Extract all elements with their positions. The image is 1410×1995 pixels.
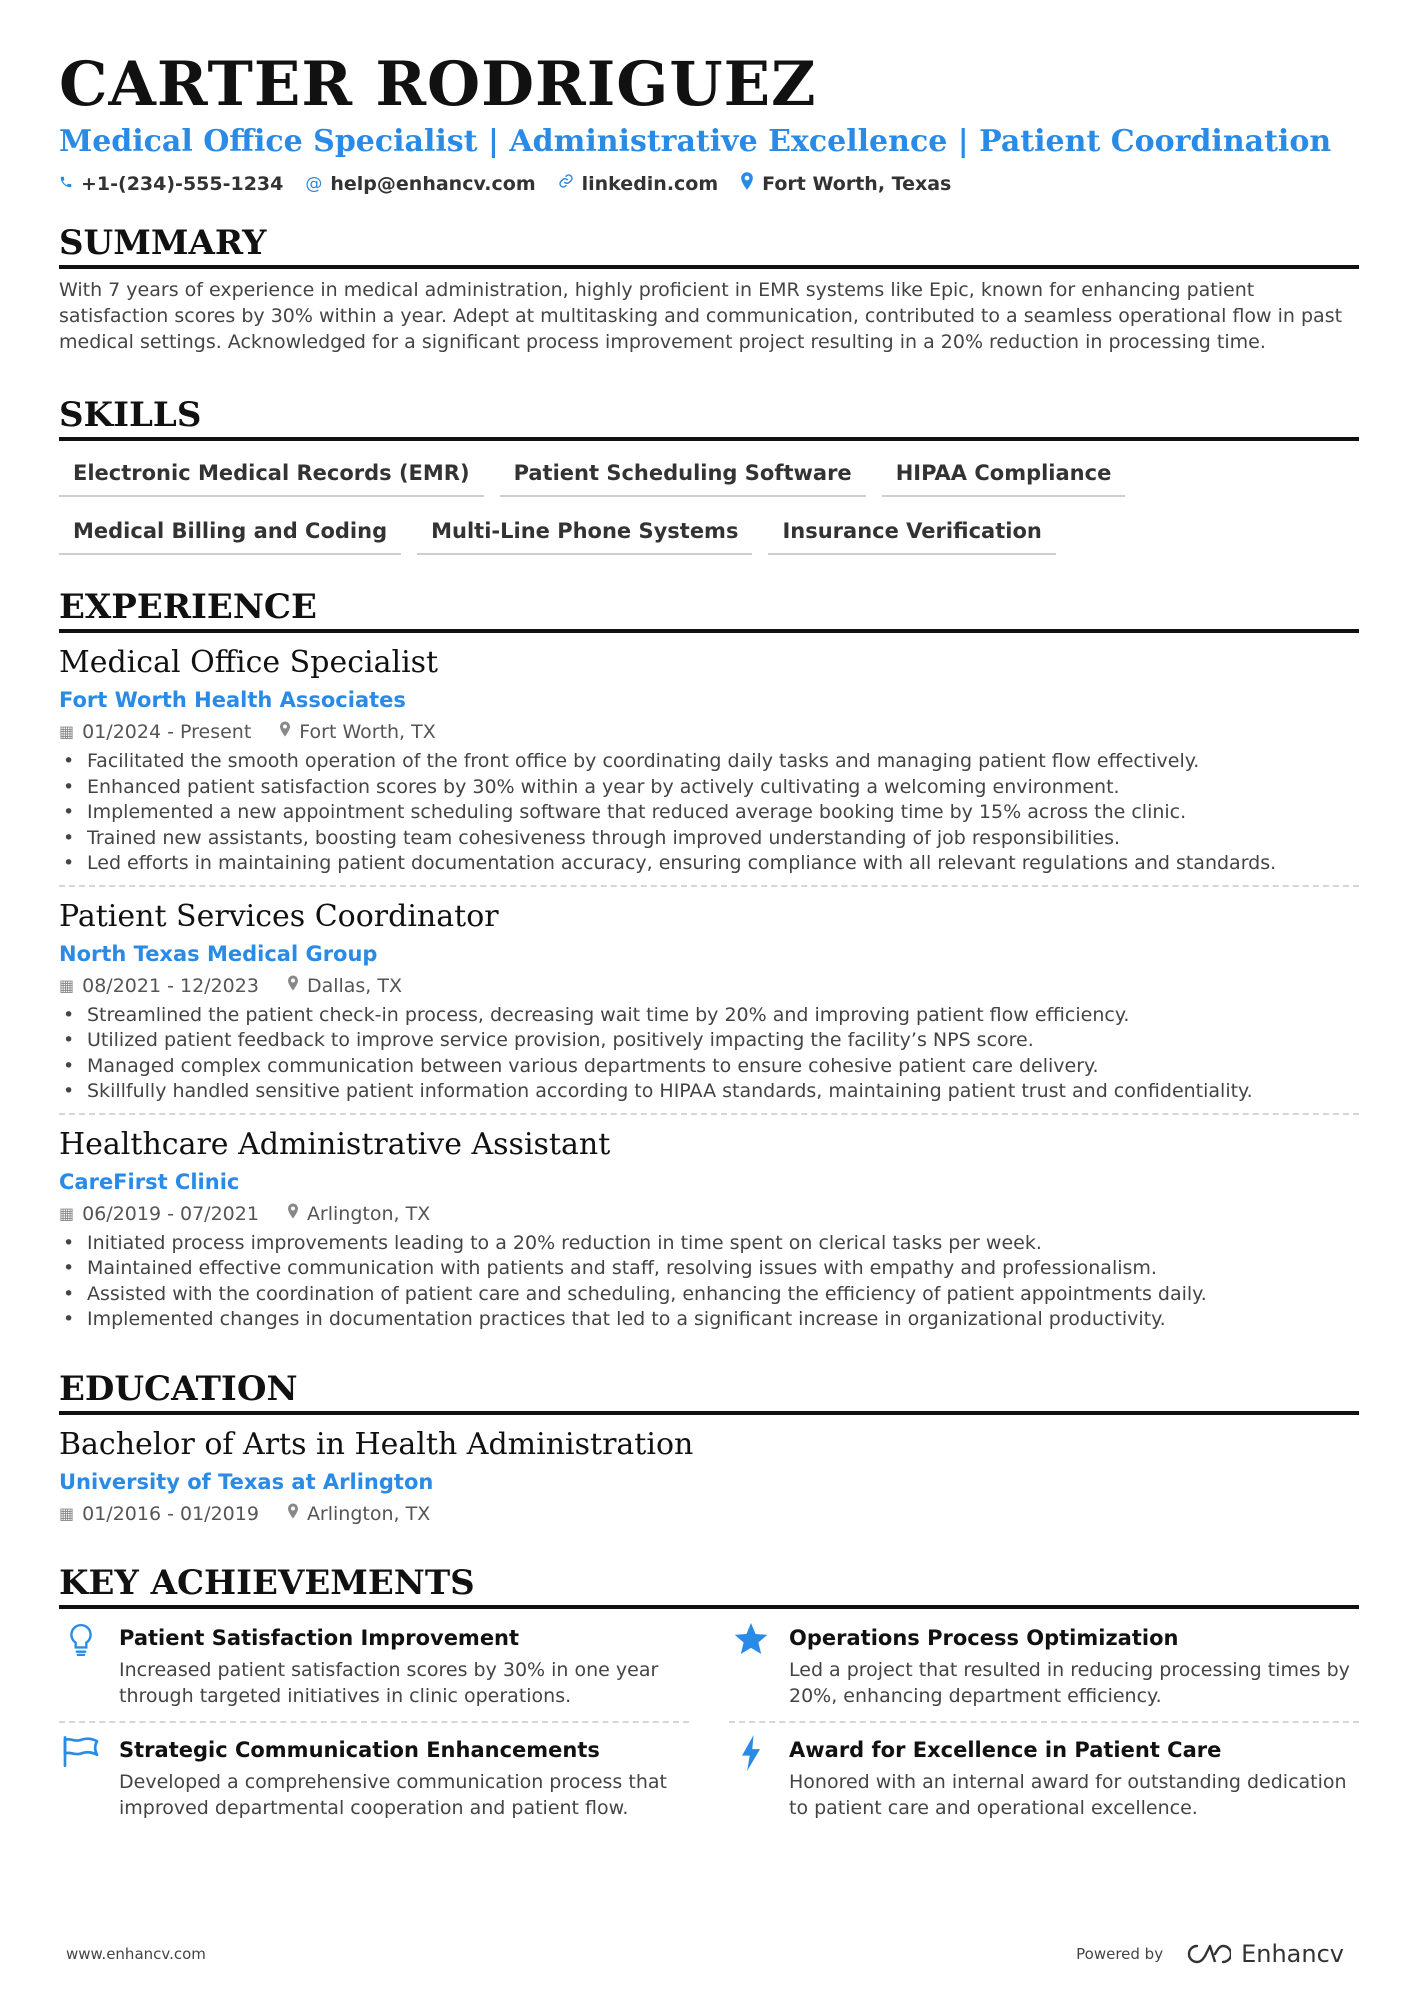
bullet-item: • Utilized patient feedback to improve service provision, positively impacting the facility’s NPS score. — [59, 1028, 1359, 1054]
star-icon — [729, 1623, 773, 1709]
enhancv-logo-icon — [1185, 1943, 1231, 1965]
achievements-section-title: KEY ACHIEVEMENTS — [59, 1561, 1359, 1609]
job-location-text: Fort Worth, TX — [299, 721, 436, 743]
lightning-icon — [729, 1735, 773, 1821]
bullet-item: • Assisted with the coordination of patient care and scheduling, enhancing the efficiency of patient appointments daily. — [59, 1282, 1359, 1308]
achievements-grid — [59, 1623, 1359, 1833]
job-location — [287, 973, 402, 999]
bullet-item: • Streamlined the patient check-in process, decreasing wait time by 20% and improving patient flow efficiency. — [59, 1003, 1359, 1029]
job-location — [279, 719, 435, 745]
skill-tag: HIPAA Compliance — [882, 453, 1126, 497]
bullet-item: • Skillfully handled sensitive patient information according to HIPAA standards, maintaining patient trust and confidentiality. — [59, 1079, 1359, 1105]
job-entry — [59, 897, 1359, 1115]
bullet-item: • Implemented changes in documentation practices that led to a significant increase in organizational productivity. — [59, 1307, 1359, 1333]
enhancv-logo-text: Enhancv — [1241, 1940, 1344, 1968]
achievement-title: Patient Satisfaction Improvement — [119, 1625, 520, 1650]
achievement-desc: Increased patient satisfaction scores by 30% in one year through targeted initiatives in clinic operations. — [119, 1658, 659, 1707]
skill-tag: Insurance Verification — [768, 511, 1055, 555]
powered-by-text: Powered by — [1076, 1945, 1164, 1963]
job-dates-text: 01/2024 - Present — [82, 721, 252, 743]
experience-section-title: EXPERIENCE — [59, 585, 1359, 633]
education-dates-text: 01/2016 - 01/2019 — [82, 1502, 259, 1525]
calendar-icon: ▦ — [59, 722, 75, 741]
calendar-icon: ▦ — [59, 1203, 75, 1223]
job-dates — [59, 973, 259, 999]
contact-phone-text: +1-(234)-555-1234 — [81, 172, 284, 195]
job-company: Fort Worth Health Associates — [59, 688, 406, 712]
education-meta — [59, 1501, 1359, 1527]
location-pin-icon — [287, 973, 299, 999]
job-bullets — [59, 1003, 1359, 1105]
contact-location — [740, 172, 951, 195]
bullet-item: • Initiated process improvements leading to a 20% reduction in time spent on clerical tasks per week. — [59, 1231, 1359, 1257]
job-dates-text: 06/2019 - 07/2021 — [82, 1202, 259, 1225]
bullet-item: • Enhanced patient satisfaction scores by 30% within a year by actively cultivating a welcoming environment. — [59, 775, 1359, 801]
achievement-title: Award for Excellence in Patient Care — [789, 1737, 1222, 1762]
summary-section-title: SUMMARY — [59, 221, 1359, 269]
bullet-item: • Led efforts in maintaining patient documentation accuracy, ensuring compliance with all relevant regulations and standards. — [59, 851, 1359, 877]
job-dates — [59, 1201, 259, 1227]
achievement-desc: Led a project that resulted in reducing processing times by 20%, enhancing department efficiency. — [789, 1658, 1350, 1707]
skills-list — [59, 453, 1159, 555]
resume-content — [59, 48, 1359, 1833]
job-entry — [59, 643, 1359, 887]
flag-icon — [59, 1735, 103, 1821]
bullet-item: • Managed complex communication between various departments to ensure cohesive patient care delivery. — [59, 1054, 1359, 1080]
at-icon: @ — [305, 173, 323, 194]
contact-bar — [59, 172, 1359, 195]
achievement-item — [59, 1735, 689, 1833]
bullet-item: • Trained new assistants, boosting team cohesiveness through improved understanding of job responsibilities. — [59, 826, 1359, 852]
job-meta — [59, 973, 1359, 999]
bullet-item: • Implemented a new appointment scheduling software that reduced average booking time by 15% across the clinic. — [59, 800, 1359, 826]
skill-tag: Multi-Line Phone Systems — [417, 511, 752, 555]
job-location-text: Arlington, TX — [306, 1202, 431, 1225]
job-divider — [59, 1113, 1359, 1115]
achievement-item — [729, 1735, 1359, 1833]
achievement-item — [729, 1623, 1359, 1723]
contact-email[interactable] — [305, 172, 535, 195]
achievement-title: Operations Process Optimization — [789, 1625, 1179, 1650]
job-location — [287, 1201, 430, 1227]
lightbulb-icon — [59, 1623, 103, 1709]
education-dates — [59, 1501, 259, 1527]
achievement-title: Strategic Communication Enhancements — [119, 1737, 600, 1762]
job-dates-text: 08/2021 - 12/2023 — [82, 974, 259, 997]
summary-text: With 7 years of experience in medical administration, highly proficient in EMR systems like Epic, known for enhancing patient satisfaction scores by 30% within a year. Adept at multitasking and communication, contributed to a seamless operational flow in past medical settings. Acknowledged for a significant process improvement project resulting in a 20% reduction in processing time. — [59, 279, 1343, 353]
bullet-item: • Facilitated the smooth operation of the front office by coordinating daily tasks and managing patient flow effectively. — [59, 749, 1359, 775]
contact-linkedin[interactable] — [558, 172, 719, 195]
contact-phone — [59, 172, 283, 195]
location-pin-icon — [287, 1501, 299, 1527]
job-company: North Texas Medical Group — [59, 941, 378, 966]
enhancv-logo[interactable] — [1185, 1940, 1344, 1968]
footer-branding — [1076, 1940, 1344, 1968]
candidate-name: CARTER RODRIGUEZ — [59, 49, 817, 120]
achievement-item — [59, 1623, 689, 1723]
skills-section-title: SKILLS — [59, 393, 1359, 441]
skill-tag: Patient Scheduling Software — [500, 453, 866, 497]
link-icon — [558, 173, 574, 194]
job-meta — [59, 719, 1359, 745]
bullet-item: • Maintained effective communication with patients and staff, resolving issues with empathy and professionalism. — [59, 1256, 1359, 1282]
job-bullets — [59, 749, 1359, 877]
skill-tag: Medical Billing and Coding — [59, 511, 401, 555]
calendar-icon: ▦ — [59, 1503, 75, 1523]
headline: Medical Office Specialist | Administrative Excellence | Patient Coordination — [59, 124, 1332, 159]
job-title: Patient Services Coordinator — [59, 898, 499, 934]
education-entry — [59, 1425, 1359, 1527]
job-meta — [59, 1201, 1359, 1227]
job-entry — [59, 1125, 1359, 1333]
job-title: Medical Office Specialist — [59, 645, 439, 680]
achievement-desc: Honored with an internal award for outstanding dedication to patient care and operational excellence. — [789, 1770, 1347, 1819]
location-pin-icon — [279, 719, 291, 745]
job-dates — [59, 719, 251, 745]
phone-icon — [59, 174, 73, 194]
skill-tag: Electronic Medical Records (EMR) — [59, 453, 484, 497]
education-location-text: Arlington, TX — [306, 1502, 431, 1525]
footer — [66, 1940, 1344, 1968]
job-company: CareFirst Clinic — [59, 1169, 240, 1194]
footer-url[interactable]: www.enhancv.com — [66, 1945, 206, 1963]
contact-location-text: Fort Worth, Texas — [762, 172, 952, 195]
contact-email-text: help@enhancv.com — [330, 172, 536, 195]
contact-linkedin-text: linkedin.com — [581, 172, 719, 195]
job-title: Healthcare Administrative Assistant — [59, 1126, 611, 1162]
calendar-icon: ▦ — [59, 975, 75, 995]
location-pin-icon — [740, 172, 754, 195]
achievement-desc: Developed a comprehensive communication process that improved departmental cooperation and patient flow. — [119, 1770, 667, 1819]
education-section-title: EDUCATION — [59, 1367, 1359, 1415]
job-divider — [59, 885, 1359, 887]
job-bullets — [59, 1231, 1359, 1333]
job-location-text: Dallas, TX — [306, 974, 403, 997]
education-location — [287, 1501, 430, 1527]
degree-title: Bachelor of Arts in Health Administration — [59, 1426, 694, 1462]
school-name: University of Texas at Arlington — [59, 1469, 434, 1494]
location-pin-icon — [287, 1201, 299, 1227]
